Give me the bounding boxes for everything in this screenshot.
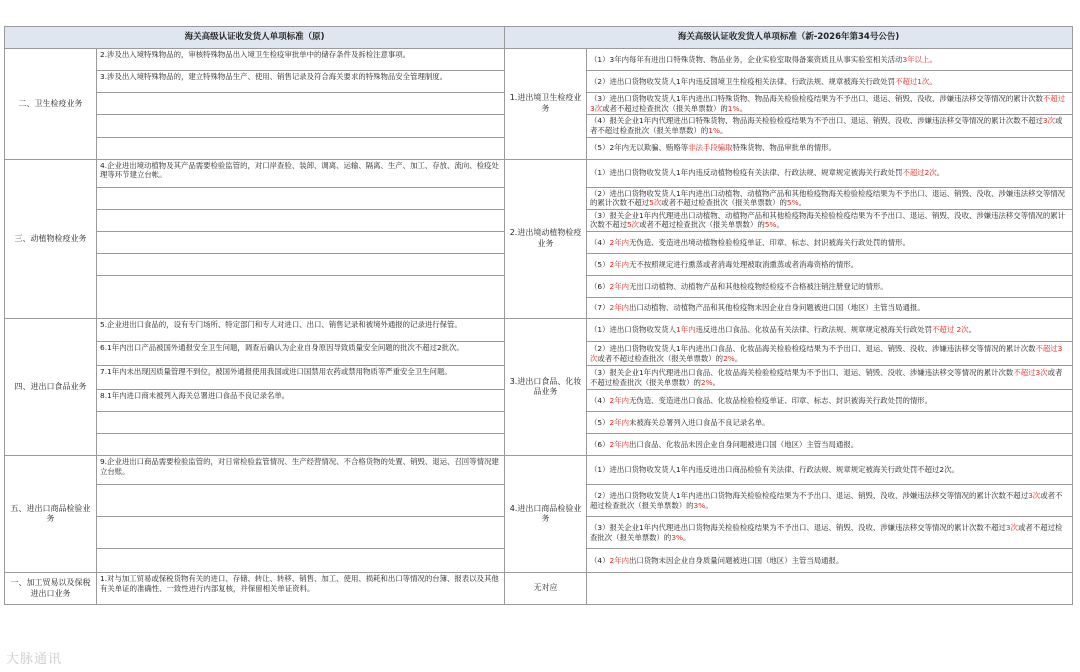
highlighted-text: 1% bbox=[708, 125, 721, 135]
highlighted-text: 2% bbox=[700, 377, 713, 387]
old-item-cell bbox=[97, 254, 505, 276]
old-item-cell: 5.企业进出口食品的，设有专门场所、特定部门和专人对进口、出口、销售记录和被境外通报的记录进行保管。 bbox=[97, 319, 505, 342]
new-item-cell bbox=[587, 159, 1073, 187]
standard-text: 。 bbox=[739, 103, 747, 113]
standard-text: 特殊货物、物品审批单的情形。 bbox=[732, 143, 836, 153]
highlighted-text: 3次 bbox=[1005, 522, 1019, 532]
standard-text: 或者不超过检查批次（报关单票数）的 bbox=[661, 198, 787, 208]
old-item-cell: 8.1年内进口商未被列入海关总署进口食品不良记录名单。 bbox=[97, 390, 505, 412]
highlighted-text: 1年内 bbox=[676, 325, 696, 335]
header-row bbox=[5, 27, 1073, 49]
standard-text: （4） bbox=[590, 395, 610, 405]
highlighted-text: 5% bbox=[786, 198, 799, 208]
highlighted-text: 3% bbox=[671, 532, 684, 542]
new-item-cell bbox=[587, 115, 1073, 137]
standard-text: （7） bbox=[590, 303, 610, 313]
new-item-cell bbox=[587, 517, 1073, 549]
old-item-cell bbox=[97, 434, 505, 456]
table-row bbox=[5, 319, 1073, 342]
highlighted-text: 2年内 bbox=[609, 237, 629, 247]
standard-text: 出口货物未因企业自身质量问题被进口国（地区）主管当局通报。 bbox=[628, 555, 844, 565]
old-category-cell: 五、进出口商品检验业务 bbox=[5, 456, 97, 573]
old-category-cell: 二、卫生检疫业务 bbox=[5, 49, 97, 160]
standard-text: 。 bbox=[798, 198, 807, 208]
old-item-cell bbox=[97, 276, 505, 319]
new-item-cell bbox=[587, 93, 1073, 115]
highlighted-text: 不超过3次 bbox=[1013, 367, 1048, 377]
highlighted-text: 1% bbox=[727, 103, 740, 113]
highlighted-text: 非法手段骗取 bbox=[688, 143, 733, 153]
new-item-cell bbox=[587, 232, 1073, 254]
highlighted-text: 3次 bbox=[1042, 116, 1055, 126]
new-item-cell bbox=[587, 342, 1073, 366]
table-row bbox=[5, 573, 1073, 605]
new-item-cell bbox=[587, 187, 1073, 209]
new-item-cell bbox=[587, 137, 1073, 159]
new-category-cell: 4.进出口商品检验业务 bbox=[505, 456, 587, 573]
new-category-cell: 1.进出境卫生检疫业务 bbox=[505, 49, 587, 160]
standard-text: 。 bbox=[776, 220, 784, 230]
standard-text: 。 bbox=[734, 353, 743, 363]
standard-text: 无伪造、变造进出境动植物检验检疫单证、印章、标志、封识被海关行政处罚的情形。 bbox=[628, 237, 910, 247]
standard-text: （2）进出口货物收发货人1年内进出口货物海关检验检疫结果为不予出口、退运、销毁、没收、涉嫌违法移交等情况的累计次数不超过 bbox=[590, 490, 1029, 500]
standard-text: （2）进出口货物收发货人1年内违反国境卫生检疫相关法律、行政法规、规章被海关行政处罚 bbox=[590, 76, 896, 86]
highlighted-text: 2年内 bbox=[609, 417, 629, 427]
standard-text: 或者不超过检查批次（报关单票数）的 bbox=[602, 103, 728, 113]
old-item-cell bbox=[97, 485, 505, 517]
highlighted-text: 5次 bbox=[649, 198, 662, 208]
highlighted-text: 2年内 bbox=[609, 395, 629, 405]
new-item-cell bbox=[587, 209, 1073, 231]
standards-comparison-table bbox=[4, 26, 1073, 605]
new-item-cell bbox=[587, 276, 1073, 298]
highlighted-text: 2% bbox=[723, 353, 735, 363]
standard-text: （3）报关企业1年内代理进出口货物海关检验检疫结果为不予出口、退运、销毁、没收、涉嫌违法移交等情况的累计次数不超过 bbox=[590, 522, 1006, 532]
standard-text: 或者不超过检查批次（报关单票数）的 bbox=[639, 220, 765, 230]
highlighted-text: 3年以上 bbox=[902, 54, 930, 64]
highlighted-text: 3次 bbox=[1028, 490, 1041, 500]
standard-text: 出口食品、化妆品未因企业自身问题被进口国（地区）主管当局通报。 bbox=[628, 439, 859, 449]
highlighted-text: 3% bbox=[693, 500, 706, 510]
standard-text: 。 bbox=[936, 168, 945, 178]
old-item-cell: 7.1年内未出现因质量管理不到位，被国外通报使用我国或进口国禁用农药或禁用物质等严重安全卫生问题。 bbox=[97, 366, 505, 390]
old-item-cell: 4.企业进出境动植物及其产品需要检验监管的，对口岸查验、装卸、调离、运输、隔离、生产、加工、存放、流向、检疫处理等环节建立台帐。 bbox=[97, 159, 505, 187]
new-item-cell bbox=[587, 412, 1073, 434]
standard-text: 。 bbox=[929, 76, 937, 86]
new-item-cell bbox=[587, 456, 1073, 485]
standard-text: 或者不超过检查批次（报关单票数）的 bbox=[590, 367, 1063, 387]
highlighted-text: 2年内 bbox=[609, 303, 629, 313]
standard-text: 违反进出口食品、化妆品有关法律、行政法规、规章规定被海关行政处罚 bbox=[695, 325, 933, 335]
standards-table-container bbox=[4, 26, 1072, 605]
standard-text: （4） bbox=[590, 555, 610, 565]
standard-text: （3）进出口货物收发货人1年内进出口特殊货物、物品海关检验检疫结果为不予出口、退运、销毁、没收、涉嫌违法移交等情况的累计次数 bbox=[590, 94, 1043, 103]
standard-text: 未被海关总署列入进口食品不良记录名单。 bbox=[628, 417, 770, 427]
standard-text: （4）报关企业1年内代理进出口特殊货物、物品海关检验检疫结果为不予出口、退运、销毁、没收、涉嫌违法移交等情况的累计次数不超过 bbox=[590, 116, 1043, 126]
highlighted-text: 不超过1次 bbox=[895, 76, 930, 86]
new-item-cell bbox=[587, 434, 1073, 456]
table-row bbox=[5, 159, 1073, 187]
highlighted-text: 2年内 bbox=[609, 259, 629, 269]
new-item-cell bbox=[587, 390, 1073, 412]
standard-text: （5） bbox=[590, 417, 610, 427]
standard-text: 或者不超过检查批次（报关单票数）的 bbox=[597, 353, 724, 363]
standard-text: （6） bbox=[590, 439, 610, 449]
highlighted-text: 不超过3次 bbox=[590, 343, 1063, 363]
old-item-cell bbox=[97, 187, 505, 209]
new-standard-header: 海关高级认证收发货人单项标准（新-2026年第34号公告) bbox=[505, 27, 1073, 49]
old-item-cell: 2.涉及出入境特殊物品的，审核特殊物品出入境卫生检疫审批单中的储存条件及拆检注意事项。 bbox=[97, 49, 505, 71]
old-item-cell bbox=[97, 517, 505, 549]
new-category-cell: 3.进出口食品、化妆品业务 bbox=[505, 319, 587, 456]
old-item-cell bbox=[97, 209, 505, 231]
standard-text: （1）进出口货物收发货人1年内违反动植物检疫有关法律、行政法规、规章规定被海关行政处罚 bbox=[590, 168, 903, 178]
standard-text: 。 bbox=[968, 325, 977, 335]
standard-text: 。 bbox=[720, 125, 728, 135]
standard-text: （5） bbox=[590, 259, 610, 269]
old-category-cell: 一、加工贸易以及保税进出口业务 bbox=[5, 573, 97, 605]
standard-text: 出口动植物、动植物产品和其他检疫物未因企业自身问题被进口国（地区）主管当局通报。 bbox=[628, 303, 925, 313]
old-item-cell: 6.1年内出口产品被国外通报安全卫生问题，调查后确认为企业自身原因导致质量安全问题的批次不超过2批次。 bbox=[97, 342, 505, 366]
table-row bbox=[5, 456, 1073, 485]
new-category-cell: 无对应 bbox=[505, 573, 587, 605]
standard-text: 。 bbox=[712, 377, 721, 387]
old-item-cell: 1.对与加工贸易或保税货物有关的进口、存储、转让、转移、销售、加工、使用、损耗和出口等情况的台簿、报表以及其他有关单证的准确性、一致性进行内部复核，并保留相关单证资料。 bbox=[97, 573, 505, 605]
standard-text: （1）进出口货物收发货人1年内违反进出口商品检验有关法律、行政法规、规章规定被海关行政处罚不超过2次。 bbox=[590, 465, 959, 475]
watermark-text: 大脉通讯 bbox=[6, 652, 63, 667]
highlighted-text: 2年内 bbox=[609, 281, 629, 291]
new-item-cell bbox=[587, 573, 1073, 605]
highlighted-text: 5次 bbox=[626, 220, 640, 230]
standard-text: （3）报关企业1年内代理进出口动植物、动植物产品和其他检疫物海关检验检疫结果为不予出口、退运、销毁、没收、涉嫌违法移交等情况的累计次数不超过 bbox=[590, 210, 1066, 230]
highlighted-text: 2年内 bbox=[609, 555, 629, 565]
new-item-cell bbox=[587, 49, 1073, 71]
new-category-cell: 2.进出境动植物检疫业务 bbox=[505, 159, 587, 319]
standard-text: 无伪造、变造进出口食品、化妆品检验检疫单证、印章、标志、封识被海关行政处罚的情形。 bbox=[628, 395, 933, 405]
old-item-cell: 3.涉及出入境特殊物品的，建立特殊物品生产、使用、销售记录及符合海关要求的特殊物品安全管理制度。 bbox=[97, 71, 505, 93]
standard-text: 无不按照规定进行熏蒸或者消毒处理被取消熏蒸或者消毒资格的情形。 bbox=[628, 259, 859, 269]
standard-text: 或者不超过检查批次（报关单票数）的 bbox=[590, 116, 1063, 135]
old-item-cell bbox=[97, 412, 505, 434]
old-item-cell bbox=[97, 549, 505, 573]
highlighted-text: 2年内 bbox=[609, 439, 629, 449]
old-category-cell: 四、进出口食品业务 bbox=[5, 319, 97, 456]
standard-text: （3）报关企业1年内代理进出口食品、化妆品海关检验检疫结果为不予出口、退运、销毁、没收、涉嫌违法移交等情况的累计次数 bbox=[590, 367, 1014, 377]
old-item-cell bbox=[97, 93, 505, 115]
table-row bbox=[5, 49, 1073, 71]
standard-text: （2）进出口货物收发货人1年内进出口动植物、动植物产品和其他检疫物海关检验检疫结果为不予出口、退运、销毁、没收、涉嫌违法移交等情况的累计次数不超过 bbox=[590, 188, 1066, 208]
highlighted-text: 不超过 2次 bbox=[932, 325, 969, 335]
standard-text: 或者不超过检查批次（报关单票数）的 bbox=[590, 522, 1063, 542]
standard-text: 。 bbox=[683, 532, 691, 542]
old-item-cell bbox=[97, 115, 505, 137]
highlighted-text: 5% bbox=[764, 220, 777, 230]
standard-text: （2）进出口货物收发货人1年内进出口食品、化妆品海关检验检疫结果为不予出口、退运、销毁、没收、涉嫌违法移交等情况的累计次数 bbox=[590, 343, 1036, 353]
standard-text: 或者不超过检查批次（报关单票数）的 bbox=[590, 490, 1063, 510]
standard-text: 。 bbox=[705, 500, 713, 510]
new-item-cell bbox=[587, 319, 1073, 342]
old-item-cell: 9.企业进出口商品需要检验监管的，对日常检验监管情况、生产经营情况、不合格货物的处置、销毁、退运、召回等情况建立台账。 bbox=[97, 456, 505, 485]
new-item-cell bbox=[587, 366, 1073, 390]
old-standard-header: 海关高级认证收发货人单项标准（原) bbox=[5, 27, 505, 49]
standard-text: （1）进出口货物收发货人 bbox=[590, 325, 677, 335]
old-item-cell bbox=[97, 137, 505, 159]
standard-text: （6） bbox=[590, 281, 610, 291]
highlighted-text: 不超过2次 bbox=[902, 168, 937, 178]
old-item-cell bbox=[97, 232, 505, 254]
new-item-cell bbox=[587, 549, 1073, 573]
standard-text: 无出口动植物、动植物产品和其他检疫物经检疫不合格被注销注册登记的情形。 bbox=[628, 281, 888, 291]
old-category-cell: 三、动植物检疫业务 bbox=[5, 159, 97, 319]
new-item-cell bbox=[587, 71, 1073, 93]
standard-text: （1）3年内每年有进出口特殊货物、物品业务，企业实验室取得备案资质且从事实验室相关活动 bbox=[590, 54, 903, 64]
new-item-cell bbox=[587, 254, 1073, 276]
highlighted-text: 不超过3次 bbox=[590, 94, 1066, 113]
new-item-cell bbox=[587, 298, 1073, 319]
new-item-cell bbox=[587, 485, 1073, 517]
standard-text: （4） bbox=[590, 237, 610, 247]
standard-text: （5）2年内无以欺骗、贿赂等 bbox=[590, 143, 689, 153]
standard-text: 。 bbox=[929, 54, 937, 64]
